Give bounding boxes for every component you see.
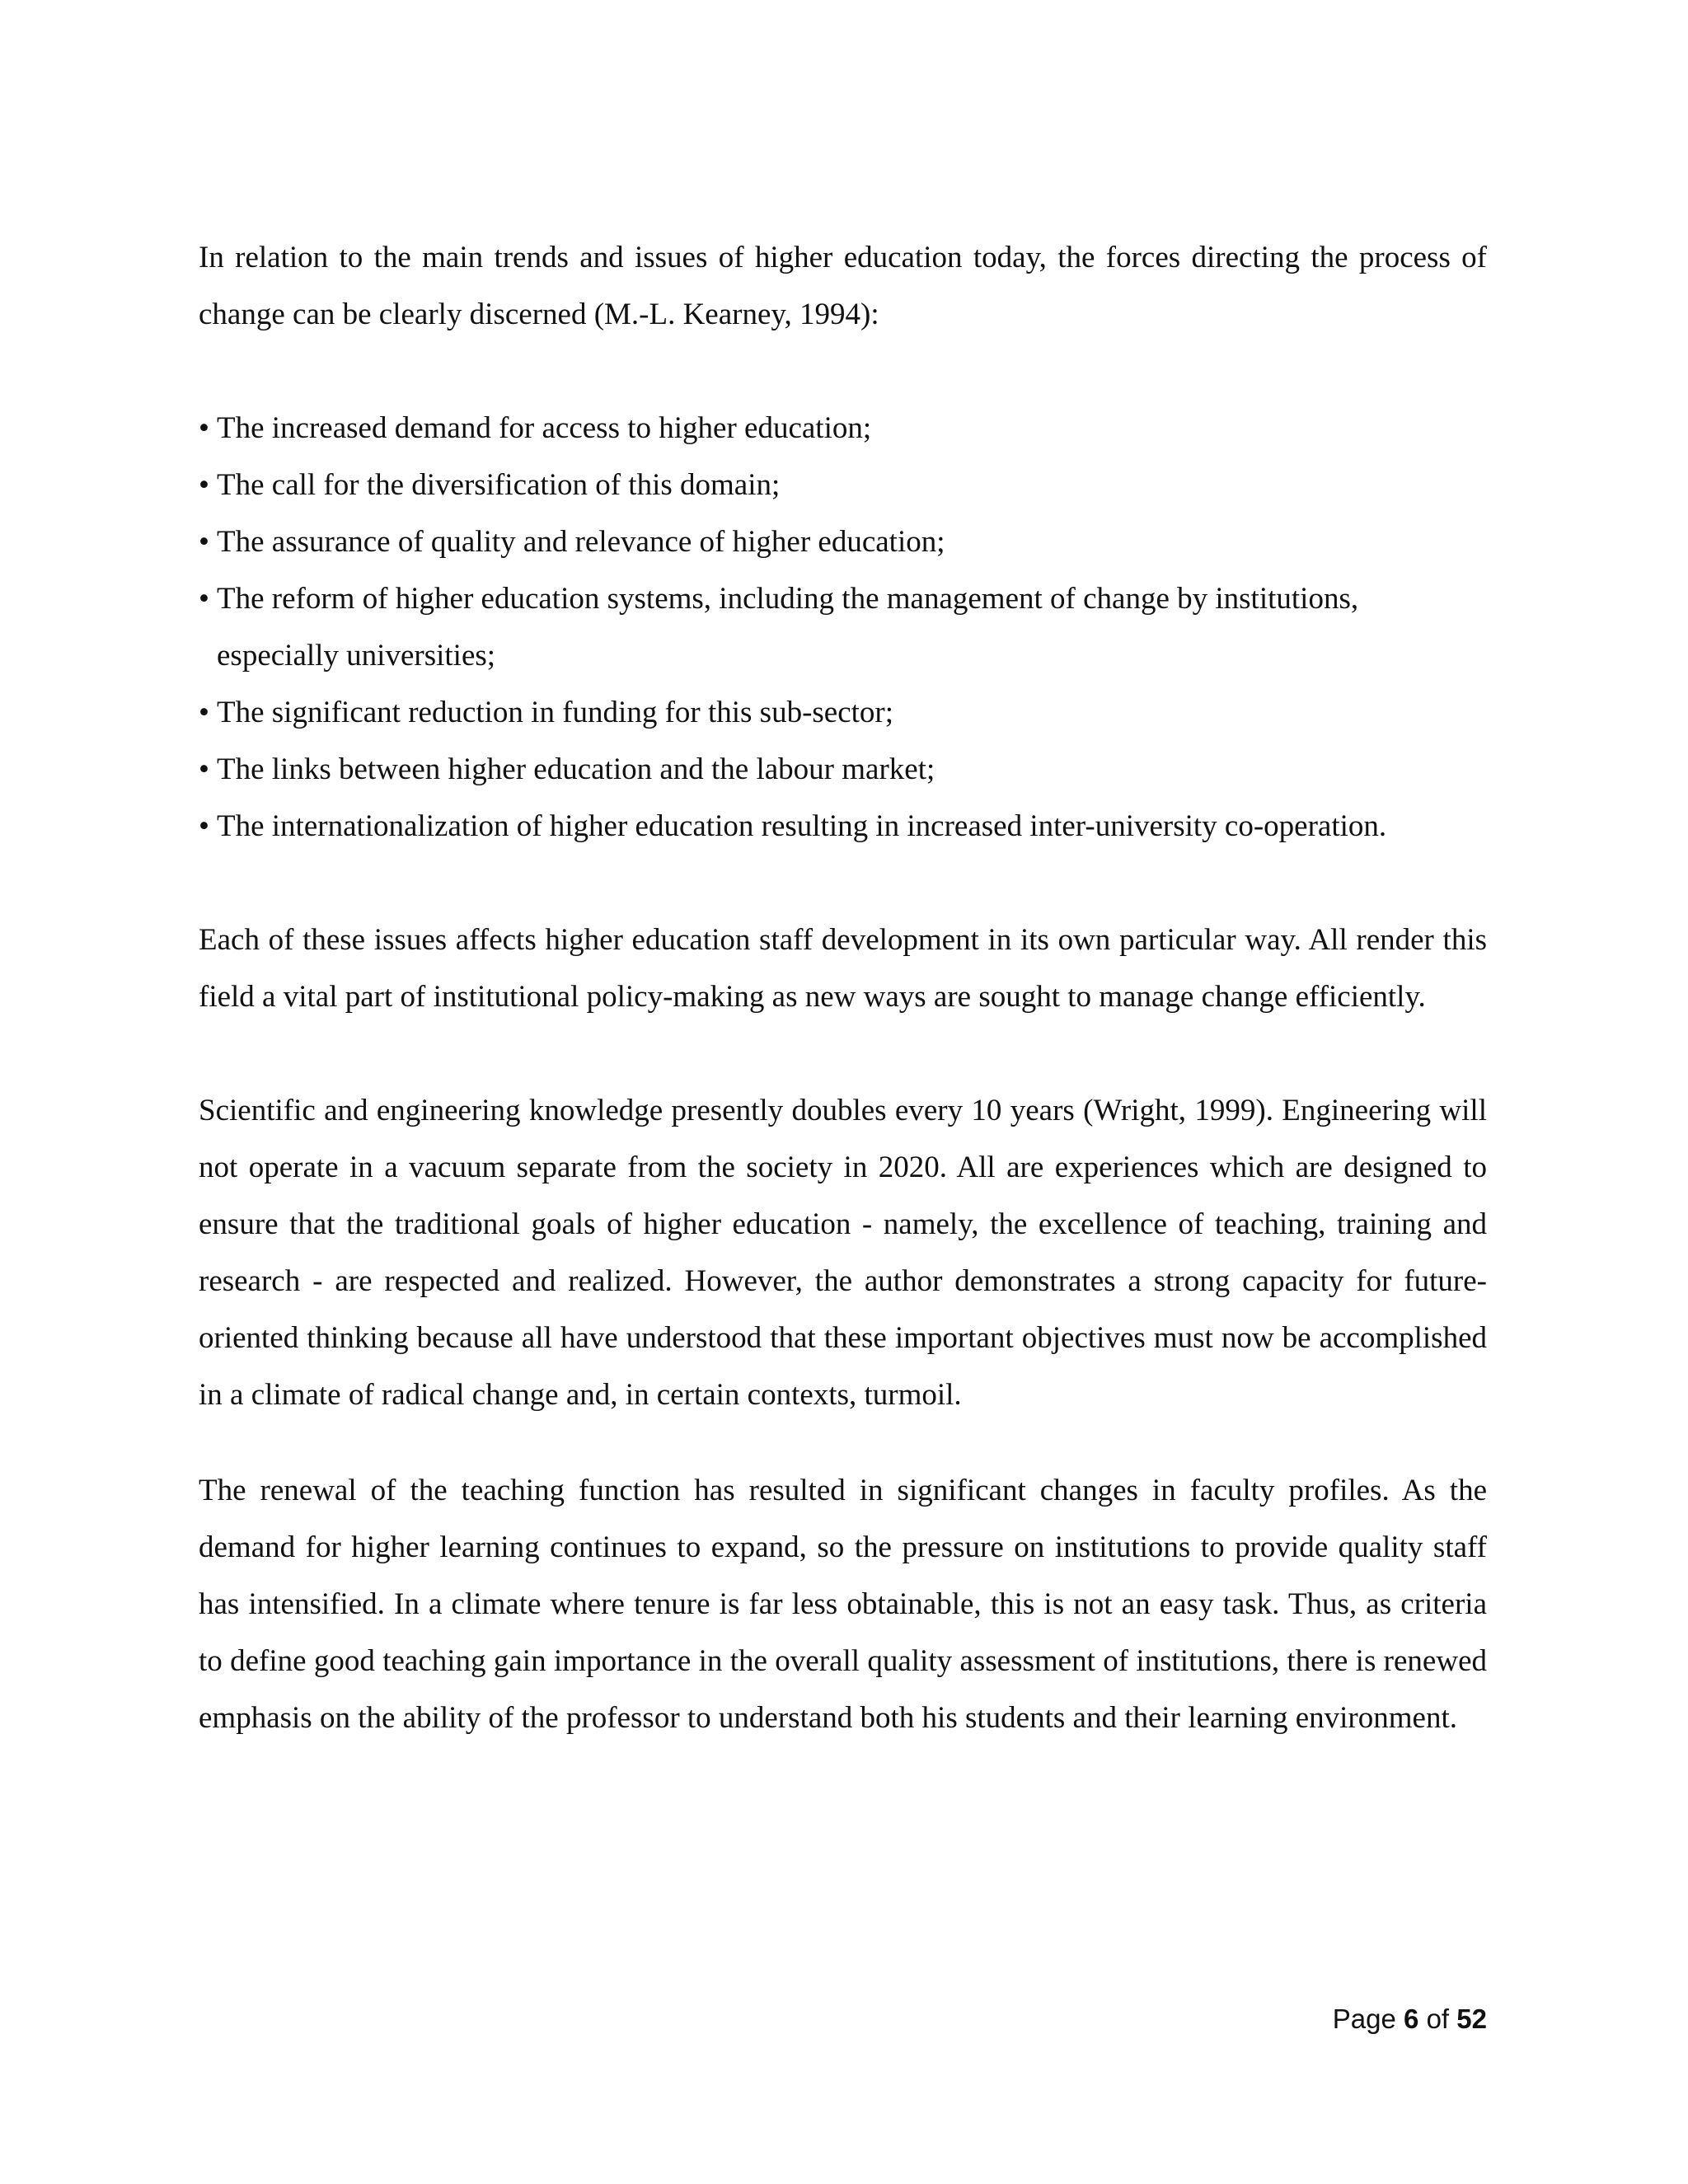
page-number xyxy=(1333,2003,1487,2036)
bullet-icon: • xyxy=(199,411,209,445)
bullet-icon: • xyxy=(199,696,209,729)
bullet-icon: • xyxy=(199,809,209,843)
document-body xyxy=(199,229,1487,1746)
list-item-text: The call for the diversification of this domain; xyxy=(217,468,781,502)
intro-paragraph: In relation to the main trends and issues of higher education today, the forces directing the process of change can be clearly discerned (M.-L. Kearney, 1994): xyxy=(199,241,1487,331)
list-item-text: The significant reduction in funding for this sub-sector; xyxy=(217,696,894,729)
bullet-icon: • xyxy=(199,582,209,616)
staff-development-paragraph: Each of these issues affects higher education staff development in its own particular way. All render this field a vital part of institutional policy-making as new ways are sought to manage change efficiently. xyxy=(199,923,1487,1014)
page-label: Page xyxy=(1332,2004,1396,2034)
list-item-text: The increased demand for access to higher education; xyxy=(217,411,872,445)
total-pages-number: 52 xyxy=(1456,2004,1487,2034)
forces-list xyxy=(199,400,1487,855)
list-item xyxy=(199,798,1487,855)
list-item-text: The assurance of quality and relevance of higher education; xyxy=(217,525,945,559)
bullet-icon: • xyxy=(199,468,209,502)
bullet-icon: • xyxy=(199,752,209,786)
list-item-text: The reform of higher education systems, including the management of change by institutions, especially universities; xyxy=(217,582,1359,673)
list-item xyxy=(199,741,1487,798)
list-item-text: The links between higher education and the labour market; xyxy=(217,752,935,786)
list-item xyxy=(199,684,1487,741)
list-item xyxy=(199,570,1487,684)
list-item xyxy=(199,457,1487,513)
current-page-number: 6 xyxy=(1404,2004,1419,2034)
list-item-text: The internationalization of higher education resulting in increased inter-university co-operation. xyxy=(217,809,1387,843)
engineering-knowledge-paragraph: Scientific and engineering knowledge presently doubles every 10 years (Wright, 1999). Engineering will not operate in a vacuum separate from the society in 2020. All are experiences which are designed to ensure that the traditional goals of higher education - namely, the excellence of teaching, training and research - are respected and realized. However, the author demonstrates a strong capacity for future-oriented thinking because all have understood that these important objectives must now be accomplished in a climate of radical change and, in certain contexts, turmoil. xyxy=(199,1094,1487,1412)
list-item xyxy=(199,513,1487,570)
of-label: of xyxy=(1426,2004,1450,2034)
bullet-icon: • xyxy=(199,525,209,559)
list-item xyxy=(199,400,1487,457)
teaching-renewal-paragraph: The renewal of the teaching function has resulted in significant changes in faculty profiles. As the demand for higher learning continues to expand, so the pressure on institutions to provide quality staff has intensified. In a climate where tenure is far less obtainable, this is not an easy task. Thus, as criteria to define good teaching gain importance in the overall quality assessment of institutions, there is renewed emphasis on the ability of the professor to understand both his students and their learning environment. xyxy=(199,1474,1487,1735)
